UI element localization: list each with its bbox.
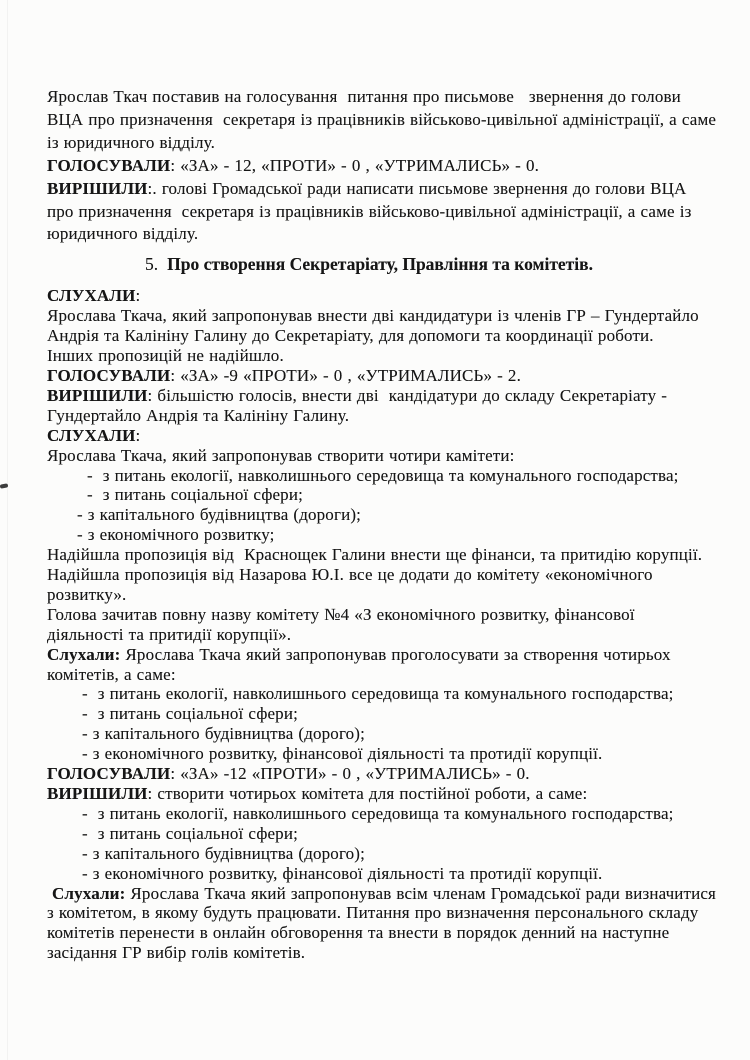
paragraph-line: засідання ГР вибір голів комітетів. — [47, 943, 306, 963]
decision-text: : створити чотирьох комітета для постійної роботи, а саме: — [147, 784, 588, 803]
heard-line — [47, 645, 725, 665]
decision-line — [47, 178, 725, 201]
decision-label: ВИРІШИЛИ — [47, 385, 148, 405]
list-item-line: - з питань екології, навколишнього середовища та комунального господарства; — [47, 684, 674, 704]
paragraph-line: діяльності та притидії корупції». — [47, 624, 292, 644]
list-item-line: - з питань соціальної сфери; — [47, 485, 303, 505]
heard-text: Ярослава Ткача який запропонував проголосувати за створення чотирьох — [120, 644, 671, 664]
decision-label: ВИРІШИЛИ — [47, 178, 148, 198]
section-number: 5. — [145, 254, 159, 275]
decision-text: :. голові Громадської ради написати письмове звернення до голови ВЦА — [147, 178, 687, 198]
paragraph-line: Інших пропозицій не надійшло. — [47, 346, 284, 366]
decision-text: : більшістю голосів, внести дві кандідатури до складу Секретаріату - — [147, 385, 668, 405]
section-item5 — [47, 286, 725, 963]
list-item-line: - з питань екології, навколишнього середовища та комунального господарства; — [47, 803, 674, 823]
paragraph-line: комітетів, а саме: — [47, 664, 176, 684]
heard-line — [47, 884, 725, 904]
decision-line — [47, 784, 725, 804]
heard-label: СЛУХАЛИ — [47, 286, 136, 306]
paragraph-line: Надійшла пропозиція від Краснощек Галини внести ще фінанси, та притидію корупції. — [47, 545, 703, 565]
paragraph-line: Ярослава Ткача, який запропонував створити чотири камітети: — [47, 445, 515, 465]
list-item-line: - з капітального будівництва (дороги); — [47, 505, 362, 525]
list-item-line: - з економічного розвитку, фінансової діяльності та протидії корупції. — [47, 863, 603, 883]
heard-label: СЛУХАЛИ — [47, 425, 136, 445]
scan-edge-shadow — [7, 0, 8, 1060]
vote-label: ГОЛОСУВАЛИ — [47, 764, 171, 784]
list-item-line: - з капітального будівництва (дорого); — [47, 843, 365, 863]
vote-result-line — [47, 764, 725, 784]
section-title: Про створення Секретаріату, Правління та комітетів. — [167, 254, 593, 275]
document-text — [47, 86, 725, 963]
list-item-line: - з питань екології, навколишнього середовища та комунального господарства; — [47, 465, 679, 485]
paragraph-line: Надійшла пропозиція від Назарова Ю.І. все це додати до комітету «економічного — [47, 565, 653, 585]
list-item-line: - з питань соціальної сфери; — [47, 704, 298, 724]
vote-result-line — [47, 366, 725, 386]
paragraph-line: розвитку». — [47, 584, 127, 604]
paragraph-line: з комітетом, в якому будуть працювати. Питання про визначення персонального складу — [47, 903, 699, 923]
list-item-line: - з питань соціальної сфери; — [47, 823, 298, 843]
heard-text: Ярослава Ткача який запропонував всім членам Громадської ради визначитися — [125, 883, 717, 903]
paragraph-line: про призначення секретаря із працівників військово-цивільної адміністрації, а саме із — [47, 201, 692, 221]
heard-label: Слухали: — [47, 644, 121, 664]
paragraph-line: юридичного відділу. — [47, 224, 199, 244]
list-item-line: - з капітального будівництва (дорого); — [47, 724, 365, 744]
paragraph-line: комітетів перенести в онлайн обговорення та внести в порядок денний на наступне — [47, 923, 670, 943]
paragraph-line: Ярослав Ткач поставив на голосування питання про письмове звернення до голови — [47, 87, 681, 106]
section-heading — [47, 252, 691, 276]
paragraph-line: Голова зачитав повну назву комітету №4 «З економічного розвитку, фінансової — [47, 604, 635, 624]
heard-colon: : — [135, 425, 141, 445]
paragraph-line: Гундертайло Андрія та Калініну Галину. — [47, 405, 350, 425]
list-item-line: - з економічного розвитку; — [47, 525, 275, 545]
paragraph-line: із юридичного відділу. — [47, 132, 215, 152]
heard-colon: : — [135, 286, 141, 306]
vote-label: ГОЛОСУВАЛИ — [47, 155, 171, 175]
heard-line — [47, 286, 725, 306]
paragraph-line: Андрія та Калініну Галину до Секретаріату, для допомоги та координації роботи. — [47, 326, 654, 346]
vote-values: : «ЗА» -12 «ПРОТИ» - 0 , «УТРИМАЛИСЬ» - 0. — [170, 764, 530, 784]
decision-label: ВИРІШИЛИ — [47, 784, 148, 803]
decision-line — [47, 386, 725, 406]
paragraph-line: ВЦА про призначення секретаря із працівників військово-цивільної адміністрації, а саме — [47, 109, 717, 129]
section-intro — [47, 86, 725, 246]
vote-values: : «ЗА» - 12, «ПРОТИ» - 0 , «УТРИМАЛИСЬ» - 0. — [170, 155, 540, 175]
vote-label: ГОЛОСУВАЛИ — [47, 365, 171, 385]
list-item-line: - з економічного розвитку, фінансової діяльності та протидії корупції. — [47, 744, 603, 764]
heard-line — [47, 426, 725, 446]
heard-label: Слухали: — [47, 883, 126, 903]
vote-values: : «ЗА» -9 «ПРОТИ» - 0 , «УТРИМАЛИСЬ» - 2. — [170, 365, 521, 385]
paragraph-line: Ярослава Ткача, який запропонував внести дві кандидатури із членів ГР – Гундертайло — [47, 306, 699, 326]
vote-result-line — [47, 155, 725, 178]
